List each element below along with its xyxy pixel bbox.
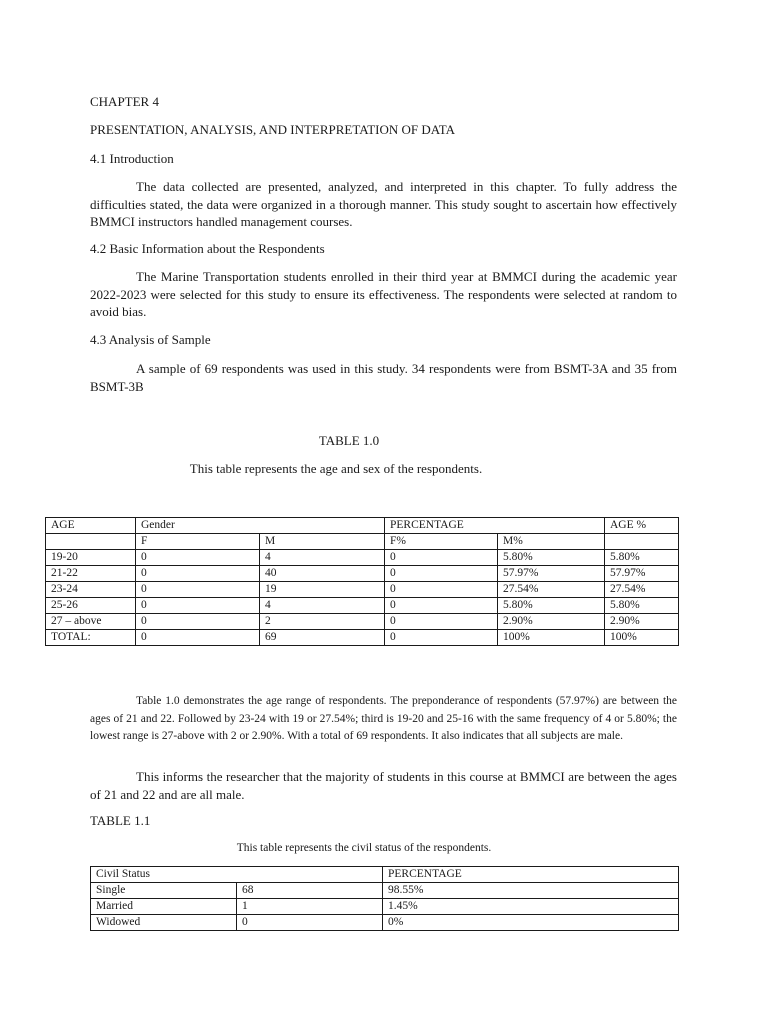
header-f: F: [136, 534, 260, 550]
cell-f: 0: [136, 566, 260, 582]
cell-m: 19: [260, 582, 385, 598]
cell-m-pct: 27.54%: [498, 582, 605, 598]
cell-f-pct: 0: [385, 598, 498, 614]
table-header-row: [91, 867, 679, 883]
chapter-title: PRESENTATION, ANALYSIS, AND INTERPRETATION OF DATA: [90, 122, 456, 137]
cell-f-pct: 0: [385, 550, 498, 566]
cell-f-pct: 0: [385, 630, 498, 646]
section-heading-sample: 4.3 Analysis of Sample: [90, 332, 211, 347]
table-row: [91, 899, 679, 915]
section-body-respondents: The Marine Transportation students enrolled in their third year at BMMCI during the academic year 2022-2023 were selected for this study to ensure its effectiveness. The respondents were selected at random to avoid bias.: [90, 269, 677, 319]
cell-percentage: 98.55%: [383, 883, 679, 899]
cell-f-pct: 0: [385, 582, 498, 598]
cell-status: Single: [91, 883, 237, 899]
cell-count: 0: [237, 915, 383, 931]
section-heading-introduction: 4.1 Introduction: [90, 151, 174, 166]
cell-m: 69: [260, 630, 385, 646]
header-age-pct: AGE %: [605, 518, 679, 534]
table1-label: TABLE 1.0: [318, 433, 380, 448]
section-body-introduction: The data collected are presented, analyzed, and interpreted in this chapter. To fully address the difficulties stated, the data were organized in a thorough manner. This study sought to ascertain how effectively BMMCI instructors handled management courses.: [90, 179, 677, 229]
cell-age-pct: 57.97%: [605, 566, 679, 582]
cell-m: 2: [260, 614, 385, 630]
cell-m-pct: 2.90%: [498, 614, 605, 630]
cell-f: 0: [136, 582, 260, 598]
table-header-row: [46, 518, 679, 534]
cell-status: Widowed: [91, 915, 237, 931]
civil-status-table: [90, 866, 679, 931]
table1-conclusion: This informs the researcher that the majority of students in this course at BMMCI are between the ages of 21 and 22 and are all male.: [90, 769, 677, 802]
cell-age-pct: 100%: [605, 630, 679, 646]
cell-age: TOTAL:: [46, 630, 136, 646]
cell-f-pct: 0: [385, 566, 498, 582]
cell-m-pct: 5.80%: [498, 598, 605, 614]
cell-age: 19-20: [46, 550, 136, 566]
header-gender: Gender: [136, 518, 385, 534]
header-blank: [46, 534, 136, 550]
cell-m-pct: 57.97%: [498, 566, 605, 582]
cell-m: 4: [260, 598, 385, 614]
cell-age-pct: 2.90%: [605, 614, 679, 630]
header-f-pct: F%: [385, 534, 498, 550]
cell-f: 0: [136, 614, 260, 630]
table-total-row: [46, 630, 679, 646]
cell-age-pct: 5.80%: [605, 550, 679, 566]
table-row: [46, 550, 679, 566]
header-percentage: PERCENTAGE: [385, 518, 605, 534]
cell-f: 0: [136, 550, 260, 566]
cell-f: 0: [136, 630, 260, 646]
header-m: M: [260, 534, 385, 550]
cell-age-pct: 27.54%: [605, 582, 679, 598]
cell-percentage: 1.45%: [383, 899, 679, 915]
age-sex-table: [45, 517, 679, 646]
header-percentage: PERCENTAGE: [383, 867, 679, 883]
chapter-number: CHAPTER 4: [90, 94, 159, 109]
cell-percentage: 0%: [383, 915, 679, 931]
table-row: [46, 598, 679, 614]
cell-m: 4: [260, 550, 385, 566]
section-body-sample: A sample of 69 respondents was used in this study. 34 respondents were from BSMT-3A and 35 from BSMT-3B: [90, 361, 677, 394]
header-age: AGE: [46, 518, 136, 534]
cell-f-pct: 0: [385, 614, 498, 630]
table-row: [46, 566, 679, 582]
header-civil-status: Civil Status: [91, 867, 383, 883]
cell-count: 1: [237, 899, 383, 915]
cell-age: 21-22: [46, 566, 136, 582]
section-heading-respondents: 4.2 Basic Information about the Respondents: [90, 241, 325, 256]
table1-discussion: Table 1.0 demonstrates the age range of respondents. The preponderance of respondents (57.97%) are between the ages of 21 and 22. Followed by 23-24 with 19 or 27.54%; third is 19-20 and 25-16 with the same frequency of 4 or 5.80%; the lowest range is 27-above with 2 or 2.90%. With a total of 69 respondents. It also indicates that all subjects are male.: [90, 695, 677, 742]
table-row: [91, 915, 679, 931]
cell-count: 68: [237, 883, 383, 899]
cell-m-pct: 100%: [498, 630, 605, 646]
table2-caption: This table represents the civil status of the respondents.: [236, 842, 492, 854]
cell-f: 0: [136, 598, 260, 614]
cell-age: 25-26: [46, 598, 136, 614]
table-subheader-row: [46, 534, 679, 550]
cell-age: 23-24: [46, 582, 136, 598]
cell-age-pct: 5.80%: [605, 598, 679, 614]
table2-label: TABLE 1.1: [90, 813, 151, 828]
table1-caption: This table represents the age and sex of the respondents.: [189, 461, 483, 476]
table-row: [46, 614, 679, 630]
cell-m: 40: [260, 566, 385, 582]
cell-status: Married: [91, 899, 237, 915]
cell-age: 27 – above: [46, 614, 136, 630]
table-row: [91, 883, 679, 899]
cell-m-pct: 5.80%: [498, 550, 605, 566]
header-m-pct: M%: [498, 534, 605, 550]
table-row: [46, 582, 679, 598]
header-blank: [605, 534, 679, 550]
